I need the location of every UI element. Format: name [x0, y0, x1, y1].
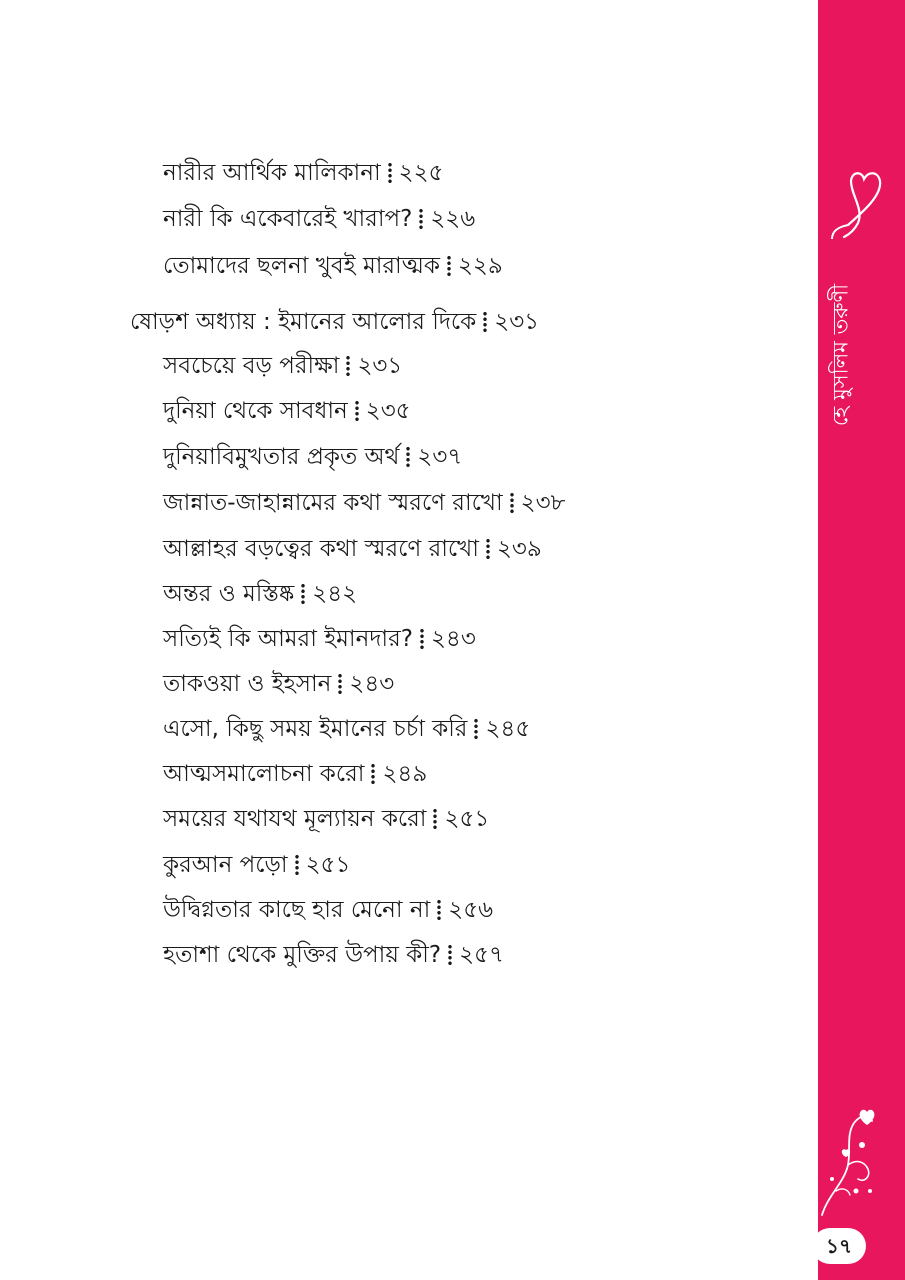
toc-entry — [163, 579, 357, 609]
toc-entry-title: দুনিয়াবিমুখতার প্রকৃত অর্থ — [163, 444, 400, 470]
toc-entry — [163, 158, 443, 188]
dotted-separator-icon — [419, 628, 425, 650]
dotted-separator-icon — [509, 492, 515, 514]
book-title-vertical — [822, 255, 862, 455]
dotted-separator-icon — [300, 583, 306, 605]
dotted-separator-icon — [370, 763, 376, 785]
toc-entry — [163, 534, 542, 564]
toc-entry-page: ২৩১ — [357, 353, 403, 379]
dotted-separator-icon — [345, 355, 351, 377]
toc-entry-page: ২৫১ — [305, 852, 351, 878]
dotted-separator-icon — [337, 673, 343, 695]
dotted-separator-icon — [436, 899, 442, 921]
dotted-separator-icon — [482, 311, 488, 333]
toc-entry-title: অন্তর ও মস্তিষ্ক — [163, 581, 295, 607]
toc-entry-page: ২২৫ — [398, 160, 444, 186]
toc-chapter-heading — [130, 307, 539, 337]
dotted-separator-icon — [418, 208, 424, 230]
dotted-separator-icon — [447, 944, 453, 966]
toc-entry-page: ২৪৯ — [382, 761, 428, 787]
floral-flourish-icon — [818, 1095, 905, 1225]
toc-entry-page: ২৩১ — [494, 309, 540, 335]
dotted-separator-icon — [432, 808, 438, 830]
toc-entry-title: এসো, কিছু সময় ইমানের চর্চা করি — [163, 716, 468, 742]
toc-entry-title: কুরআন পড়ো — [163, 852, 288, 878]
toc-entry — [163, 895, 493, 925]
toc-entry — [163, 714, 530, 744]
toc-entry — [163, 940, 504, 970]
dotted-separator-icon — [446, 255, 452, 277]
dotted-separator-icon — [387, 162, 393, 184]
toc-entry-page: ২২৬ — [430, 206, 476, 232]
toc-entry-page: ২৩৯ — [496, 536, 542, 562]
toc-entry-page: ২৩৭ — [417, 444, 463, 470]
toc-entry — [163, 251, 503, 281]
toc-entry — [163, 204, 475, 234]
toc-entry-page: ২২৯ — [457, 253, 503, 279]
toc-entry-page: ২৪২ — [312, 581, 358, 607]
toc-entry-title: তোমাদের ছলনা খুবই মারাত্মক — [163, 253, 440, 279]
toc-entry-title: দুনিয়া থেকে সাবধান — [163, 398, 348, 424]
toc-entry-title: সত্যিই কি আমরা ইমানদার? — [163, 626, 413, 652]
toc-entry-title: নারীর আর্থিক মালিকানা — [163, 160, 381, 186]
toc-entry-page: ২৩৫ — [365, 398, 411, 424]
page-number: ১৭ — [812, 1228, 866, 1264]
toc-entry — [163, 488, 565, 518]
toc-entry-page: ২৫১ — [444, 806, 490, 832]
toc-entry-title: সবচেয়ে বড় পরীক্ষা — [163, 353, 340, 379]
dotted-separator-icon — [485, 538, 491, 560]
book-title: হে মুসলিম তরুণী — [828, 283, 853, 427]
dotted-separator-icon — [294, 854, 300, 876]
toc-entry-page: ২৫৭ — [459, 942, 504, 968]
toc-entry-title: ষোড়শ অধ্যায় : ইমানের আলোর দিকে — [130, 309, 477, 335]
dotted-separator-icon — [473, 718, 479, 740]
toc-entry — [163, 442, 462, 472]
toc-entry-page: ২৪৩ — [430, 626, 476, 652]
toc-entry — [163, 669, 394, 699]
toc-entry — [163, 351, 402, 381]
toc-entry-title: তাকওয়া ও ইহসান — [163, 671, 332, 697]
toc-entry-title: হতাশা থেকে মুক্তির উপায় কী? — [163, 942, 442, 968]
toc-entry — [163, 759, 427, 789]
toc-entry-page: ২৪৫ — [485, 716, 531, 742]
toc-entry-title: নারী কি একেবারেই খারাপ? — [163, 206, 413, 232]
toc-entry-title: সময়ের যথাযথ মূল্যায়ন করো — [163, 806, 427, 832]
heart-swirl-icon — [818, 165, 905, 255]
toc-entry-page: ২৩৮ — [520, 490, 566, 516]
dotted-separator-icon — [354, 400, 360, 422]
toc-entry-title: উদ্বিগ্নতার কাছে হার মেনো না — [163, 897, 431, 923]
toc-entry-page: ২৪৩ — [349, 671, 395, 697]
toc-entry — [163, 396, 411, 426]
toc-entry-page: ২৫৬ — [448, 897, 494, 923]
toc-entry — [163, 804, 489, 834]
toc-entry-title: আল্লাহর বড়ত্বের কথা স্মরণে রাখো — [163, 536, 479, 562]
toc-entry-title: আত্মসমালোচনা করো — [163, 761, 365, 787]
toc-entry — [163, 624, 476, 654]
toc-entry — [163, 850, 350, 880]
toc-entry-title: জান্নাত-জাহান্নামের কথা স্মরণে রাখো — [163, 490, 503, 516]
dotted-separator-icon — [405, 446, 411, 468]
